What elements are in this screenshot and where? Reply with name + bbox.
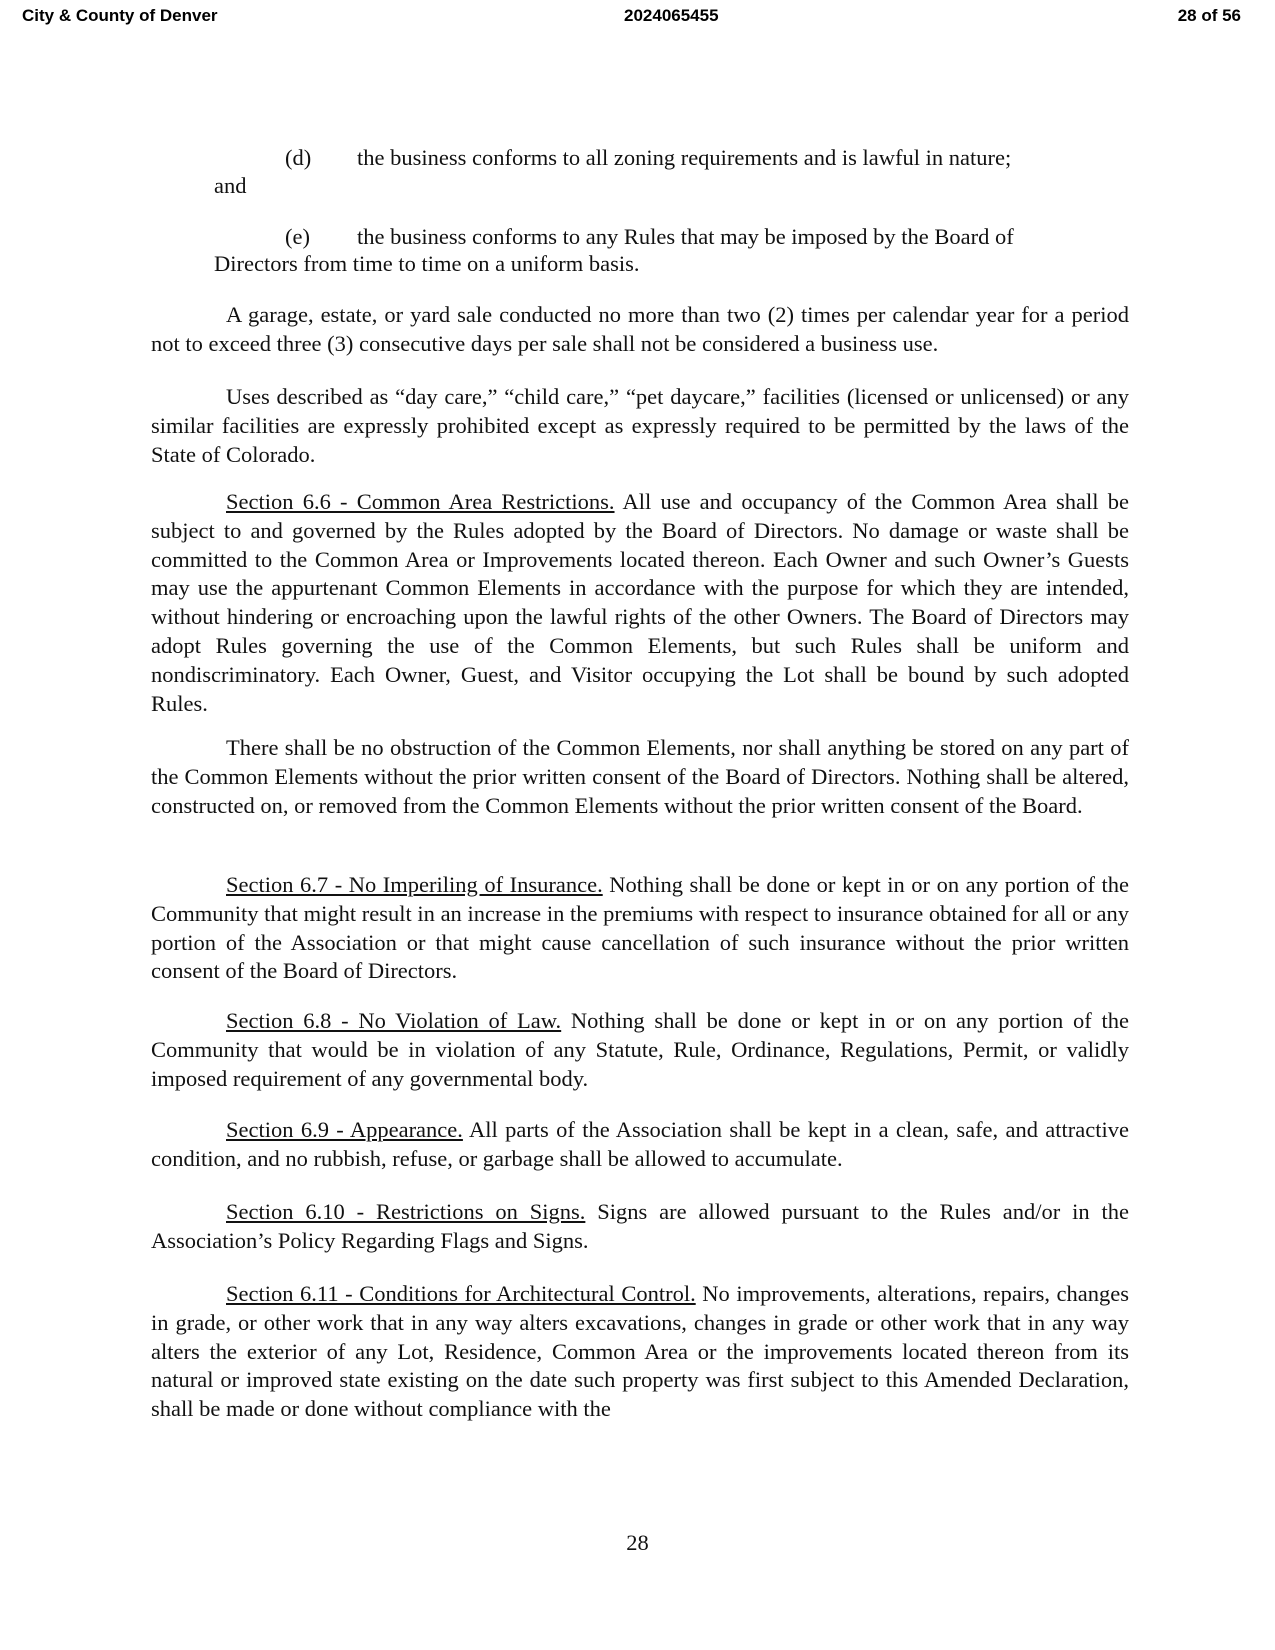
- section-6-10: [151, 1198, 1129, 1256]
- section-6-11-heading: Section 6.11 - Conditions for Architectural Control.: [226, 1281, 696, 1306]
- section-6-7-text: Nothing shall be done or kept in or on any portion of the Community that might result in an increase in the premiums with respect to insurance obtained for all or any portion of the Association or that might cause cancellation of such insurance without the prior written consent of the Board of Directors.: [151, 872, 1130, 984]
- section-6-11-text: No improvements, alterations, repairs, changes in grade, or other work that in any way alters excavations, changes in grade or other work that in any way alters the exterior of any Lot, Residence, Common Area or the improvements located thereon from its natural or improved state existing on the date such property was first subject to this Amended Declaration, shall be made or done without compliance with the: [151, 1281, 1129, 1422]
- section-6-8-text: Nothing shall be done or kept in or on any portion of the Community that would be in violation of any Statute, Rule, Ordinance, Regulations, Permit, or validly imposed requirement of any governmental body.: [151, 1008, 1129, 1091]
- section-6-9-text: All parts of the Association shall be kept in a clean, safe, and attractive condition, and no rubbish, refuse, or garbage shall be allowed to accumulate.: [151, 1117, 1130, 1171]
- section-6-9: [151, 1116, 1129, 1174]
- paragraph-garage-sale-text: A garage, estate, or yard sale conducted no more than two (2) times per calendar year for a period not to exceed three (3) consecutive days per sale shall not be considered a business use.: [151, 302, 1129, 356]
- paragraph-obstruction: [151, 734, 1129, 820]
- page-header: [0, 6, 1275, 34]
- item-d-and: and: [214, 173, 247, 198]
- section-6-6-heading: Section 6.6 - Common Area Restrictions.: [226, 489, 615, 514]
- section-6-6: [151, 488, 1129, 718]
- section-6-11: [151, 1280, 1129, 1424]
- section-6-6-text: All use and occupancy of the Common Area shall be subject to and governed by the Rules adopted by the Board of Directors. No damage or waste shall be committed to the Common Area or Improvements located thereon. Each Owner and such Owner’s Guests may use the appurtenant Common Elements in accordance with the purpose for which they are intended, without hindering or encroaching upon the lawful rights of the other Owners. The Board of Directors may adopt Rules governing the use of the Common Elements, but such Rules shall be uniform and nondiscriminatory. Each Owner, Guest, and Visitor occupying the Lot shall be bound by such adopted Rules.: [151, 489, 1129, 716]
- section-6-10-text: Signs are allowed pursuant to the Rules and/or in the Association’s Policy Regarding Flags and Signs.: [151, 1199, 1129, 1253]
- page-number: 28: [626, 1530, 649, 1555]
- header-county: City & County of Denver: [22, 6, 218, 25]
- paragraph-day-care: [151, 383, 1129, 469]
- item-e-label: (e): [285, 224, 310, 249]
- paragraph-obstruction-text: There shall be no obstruction of the Common Elements, nor shall anything be stored on any part of the Common Elements without the prior written consent of the Board of Directors. Nothing shall be altered, constructed on, or removed from the Common Elements without the prior written consent of the Board.: [151, 735, 1129, 818]
- item-d-label: (d): [285, 145, 312, 170]
- section-6-7: [151, 871, 1129, 986]
- item-d-text: the business conforms to all zoning requirements and is lawful in nature;: [357, 145, 1012, 170]
- list-item-e: [151, 223, 1129, 253]
- section-6-7-heading: Section 6.7 - No Imperiling of Insurance.: [226, 872, 603, 897]
- item-e-text: the business conforms to any Rules that may be imposed by the Board of: [357, 224, 1014, 249]
- item-e-continuation: Directors from time to time on a uniform basis.: [214, 251, 640, 276]
- paragraph-garage-sale: [151, 301, 1129, 359]
- section-6-10-heading: Section 6.10 - Restrictions on Signs.: [226, 1199, 586, 1224]
- section-6-8: [151, 1007, 1129, 1093]
- section-6-9-heading: Section 6.9 - Appearance.: [226, 1117, 463, 1142]
- paragraph-day-care-text: Uses described as “day care,” “child care,” “pet daycare,” facilities (licensed or unlicensed) or any similar facilities are expressly prohibited except as expressly required to be permitted by the laws of the State of Colorado.: [151, 384, 1129, 467]
- section-6-8-heading: Section 6.8 - No Violation of Law.: [226, 1008, 562, 1033]
- header-reception-number: 2024065455: [624, 6, 719, 25]
- header-page-count: 28 of 56: [1177, 6, 1241, 25]
- list-item-d: [151, 144, 1129, 174]
